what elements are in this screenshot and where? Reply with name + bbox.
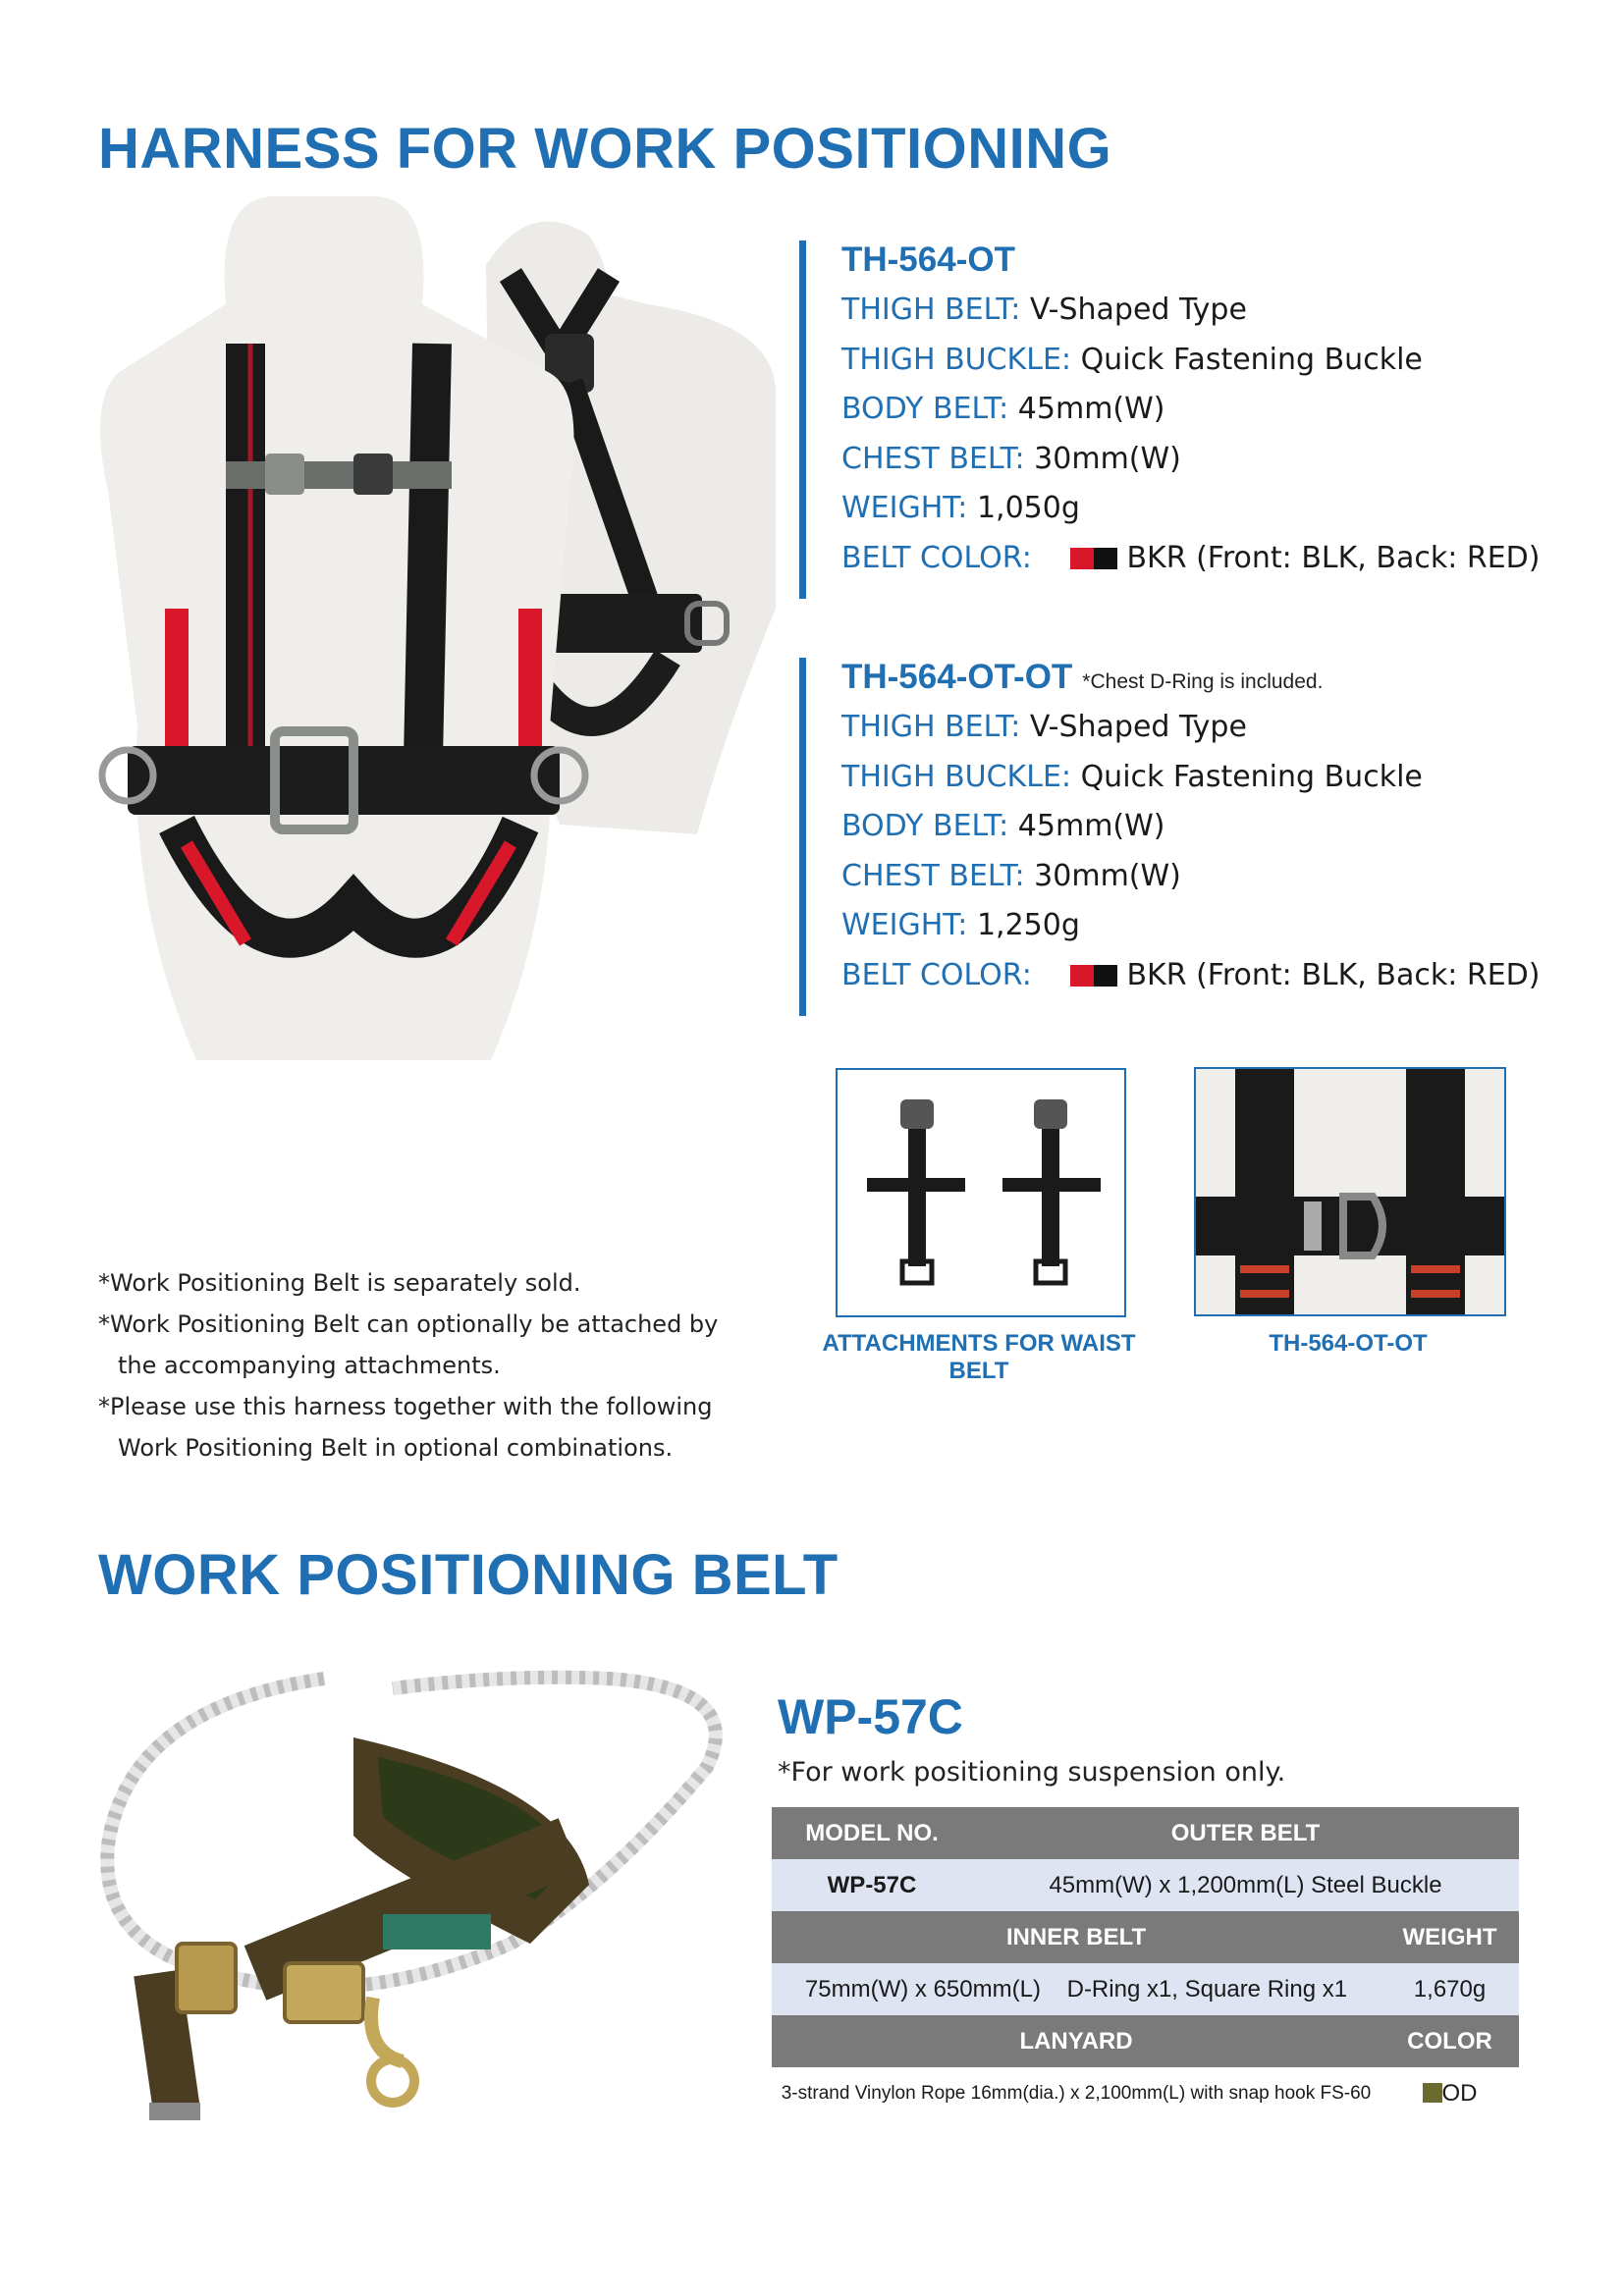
caption-th-564-ot-ot: TH-564-OT-OT <box>1269 1330 1428 1357</box>
spec-row: BODY BELT: 45mm(W) <box>841 809 1165 843</box>
spec-row: THIGH BELT: V-Shaped Type <box>841 710 1247 744</box>
attachments-photo <box>836 1068 1126 1317</box>
spec-row: THIGH BUCKLE: Quick Fastening Buckle <box>841 342 1423 377</box>
spec-row: THIGH BUCKLE: Quick Fastening Buckle <box>841 759 1423 794</box>
color-swatch-black <box>1094 965 1117 987</box>
table-row <box>772 2015 1519 2067</box>
caption-attachments: ATTACHMENTS FOR WAIST BELT <box>822 1330 1136 1384</box>
cell-lanyard: 3-strand Vinylon Rope 16mm(dia.) x 2,100mm(L) with snap hook FS-60 <box>772 2067 1380 2119</box>
belt-spec-table <box>772 1807 1519 2119</box>
note-line: *Work Positioning Belt is separately sold. <box>98 1269 581 1297</box>
note-line: Work Positioning Belt in optional combinations. <box>118 1434 674 1462</box>
cell-outer-belt: 45mm(W) x 1,200mm(L) Steel Buckle <box>972 1859 1519 1911</box>
note-line: *Work Positioning Belt can optionally be attached by <box>98 1310 719 1338</box>
color-swatch-red <box>1070 548 1094 569</box>
belt-color-row: BELT COLOR: BKR (Front: BLK, Back: RED) <box>841 957 1541 992</box>
color-swatch-black <box>1094 548 1117 569</box>
spec-row: WEIGHT: 1,050g <box>841 491 1080 525</box>
chest-d-ring-photo <box>1194 1067 1506 1316</box>
spec-row: THIGH BELT: V-Shaped Type <box>841 293 1247 327</box>
belt-subtitle: *For work positioning suspension only. <box>778 1757 1286 1788</box>
header-model-no: MODEL NO. <box>772 1807 972 1859</box>
table-row <box>772 1911 1519 1963</box>
spec-row: CHEST BELT: 30mm(W) <box>841 441 1181 476</box>
header-lanyard: LANYARD <box>772 2015 1380 2067</box>
color-swatch-red <box>1070 965 1094 987</box>
model-name-row: TH-564-OT-OT *Chest D-Ring is included. <box>841 658 1324 696</box>
od-color-swatch <box>1423 2083 1442 2103</box>
table-row <box>772 2067 1519 2119</box>
spec-block-th-564-ot-ot <box>799 658 1540 1016</box>
section-title-harness: HARNESS FOR WORK POSITIONING <box>98 117 1112 181</box>
table-row <box>772 1963 1519 2015</box>
cell-inner-belt: 75mm(W) x 650mm(L) D-Ring x1, Square Ring x1 <box>772 1963 1380 2015</box>
cell-color: OD <box>1380 2067 1519 2119</box>
cell-weight: 1,670g <box>1380 1963 1519 2015</box>
spec-row: CHEST BELT: 30mm(W) <box>841 858 1181 893</box>
model-name: TH-564-OT <box>841 240 1015 279</box>
cell-model: WP-57C <box>772 1859 972 1911</box>
spec-row: BODY BELT: 45mm(W) <box>841 392 1165 426</box>
note-line: *Please use this harness together with the following <box>98 1393 713 1420</box>
spec-row: WEIGHT: 1,250g <box>841 908 1080 942</box>
header-inner-belt: INNER BELT <box>772 1911 1380 1963</box>
header-weight: WEIGHT <box>1380 1911 1519 1963</box>
header-outer-belt: OUTER BELT <box>972 1807 1519 1859</box>
spec-block-th-564-ot <box>799 240 1540 599</box>
harness-photo <box>98 196 785 1060</box>
table-row <box>772 1807 1519 1859</box>
belt-color-row: BELT COLOR: BKR (Front: BLK, Back: RED) <box>841 540 1541 575</box>
harness-notes <box>98 1262 718 1468</box>
belt-model-title: WP-57C <box>778 1689 963 1744</box>
note-line: the accompanying attachments. <box>118 1352 501 1379</box>
work-positioning-belt-photo <box>98 1649 746 2140</box>
header-color: COLOR <box>1380 2015 1519 2067</box>
table-row <box>772 1859 1519 1911</box>
section-title-belt: WORK POSITIONING BELT <box>98 1543 839 1607</box>
